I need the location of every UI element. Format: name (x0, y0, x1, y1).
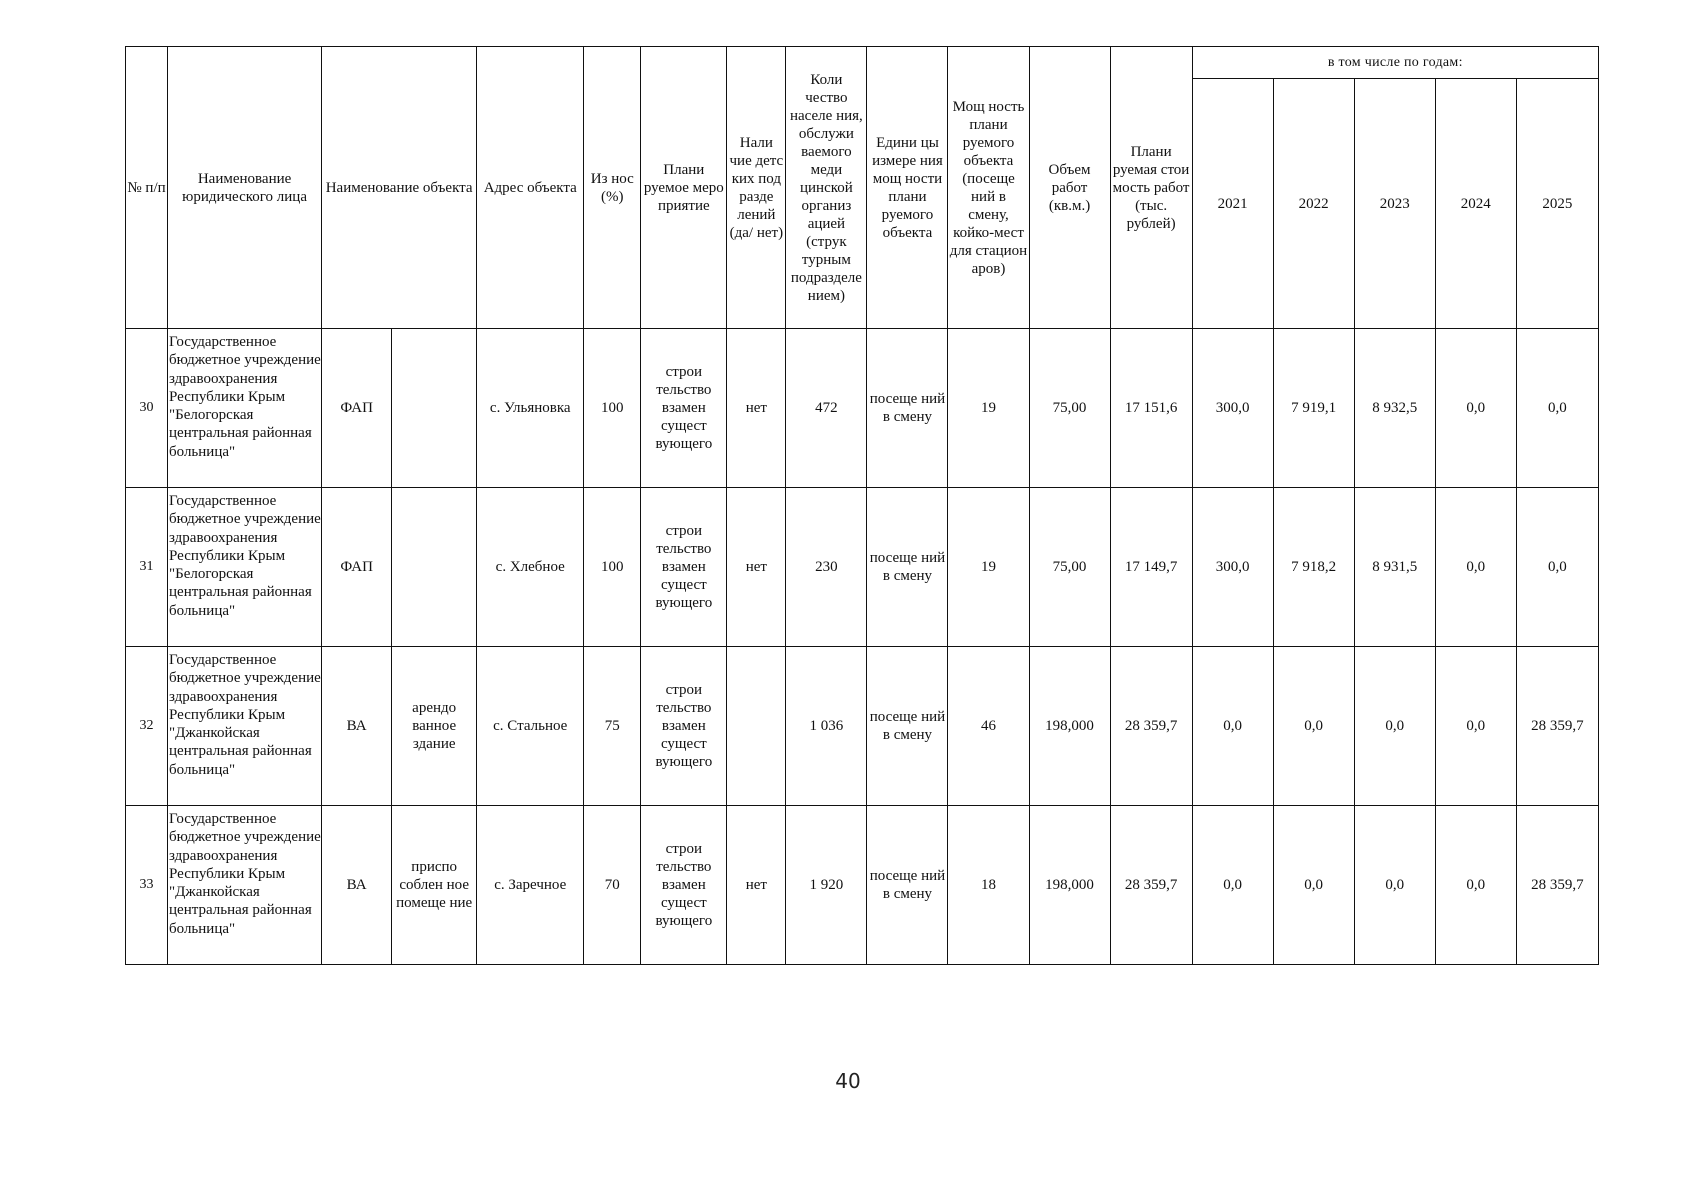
row-type: ФАП (322, 488, 392, 647)
row-2022: 0,0 (1273, 647, 1354, 806)
row-cost: 17 149,7 (1110, 488, 1192, 647)
row-measure: строи тельство взамен сущест вующего (641, 806, 727, 965)
row-wear: 75 (584, 647, 641, 806)
header-year-2024: 2024 (1435, 79, 1516, 329)
row-object: приспо соблен ное помеще ние (392, 806, 477, 965)
row-org: Государственное бюджетное учреждение здравоохранения Республики Крым "Джанкойская центральная районная больница" (168, 806, 322, 965)
row-capacity: 19 (948, 488, 1029, 647)
row-wear: 100 (584, 488, 641, 647)
row-cost: 28 359,7 (1110, 806, 1192, 965)
row-2021: 0,0 (1192, 647, 1273, 806)
row-2025: 0,0 (1516, 329, 1598, 488)
row-units: посеще ний в смену (867, 647, 948, 806)
row-num: 33 (126, 806, 168, 965)
objects-table (125, 46, 1599, 965)
row-org: Государственное бюджетное учреждение здравоохранения Республики Крым "Джанкойская центральная районная больница" (168, 647, 322, 806)
row-2021: 300,0 (1192, 488, 1273, 647)
row-address: с. Хлебное (477, 488, 584, 647)
row-wear: 100 (584, 329, 641, 488)
row-org: Государственное бюджетное учреждение здравоохранения Республики Крым "Белогорская центральная районная больница" (168, 488, 322, 647)
row-address: с. Заречное (477, 806, 584, 965)
row-object: арендо ванное здание (392, 647, 477, 806)
row-num: 31 (126, 488, 168, 647)
row-2022: 7 918,2 (1273, 488, 1354, 647)
row-2025: 28 359,7 (1516, 806, 1598, 965)
row-measure: строи тельство взамен сущест вующего (641, 329, 727, 488)
row-2023: 0,0 (1354, 806, 1435, 965)
table-row (126, 647, 1599, 806)
row-2022: 7 919,1 (1273, 329, 1354, 488)
row-population: 1 036 (786, 647, 867, 806)
header-wear: Из нос (%) (584, 47, 641, 329)
row-capacity: 18 (948, 806, 1029, 965)
row-wear: 70 (584, 806, 641, 965)
row-2025: 28 359,7 (1516, 647, 1598, 806)
row-population: 1 920 (786, 806, 867, 965)
header-year-2022: 2022 (1273, 79, 1354, 329)
row-volume: 198,000 (1029, 806, 1110, 965)
row-address: с. Ульяновка (477, 329, 584, 488)
header-year-2021: 2021 (1192, 79, 1273, 329)
row-volume: 198,000 (1029, 647, 1110, 806)
row-volume: 75,00 (1029, 488, 1110, 647)
row-2024: 0,0 (1435, 806, 1516, 965)
row-num: 32 (126, 647, 168, 806)
row-population: 230 (786, 488, 867, 647)
row-object (392, 329, 477, 488)
header-object-name: Наименование объекта (322, 47, 477, 329)
row-address: с. Стальное (477, 647, 584, 806)
row-type: ВА (322, 647, 392, 806)
header-year-2023: 2023 (1354, 79, 1435, 329)
row-volume: 75,00 (1029, 329, 1110, 488)
row-children: нет (727, 488, 786, 647)
row-2024: 0,0 (1435, 488, 1516, 647)
row-cost: 28 359,7 (1110, 647, 1192, 806)
row-capacity: 46 (948, 647, 1029, 806)
row-children: нет (727, 329, 786, 488)
row-units: посеще ний в смену (867, 329, 948, 488)
header-year-2025: 2025 (1516, 79, 1598, 329)
header-children: Нали чие детс ких под разде лений (да/ нет) (727, 47, 786, 329)
row-2022: 0,0 (1273, 806, 1354, 965)
row-type: ФАП (322, 329, 392, 488)
header-legal-entity: Наименование юридического лица (168, 47, 322, 329)
header-volume: Объем работ (кв.м.) (1029, 47, 1110, 329)
row-population: 472 (786, 329, 867, 488)
row-units: посеще ний в смену (867, 488, 948, 647)
table-row (126, 488, 1599, 647)
row-org: Государственное бюджетное учреждение здравоохранения Республики Крым "Белогорская центральная районная больница" (168, 329, 322, 488)
row-2023: 0,0 (1354, 647, 1435, 806)
row-children (727, 647, 786, 806)
table-row (126, 806, 1599, 965)
header-cost: Плани руемая стои мость работ (тыс. рублей) (1110, 47, 1192, 329)
page-number: 40 (835, 1069, 861, 1093)
row-2021: 300,0 (1192, 329, 1273, 488)
row-2023: 8 932,5 (1354, 329, 1435, 488)
row-type: ВА (322, 806, 392, 965)
header-units: Едини цы измере ния мощ ности плани руемого объекта (867, 47, 948, 329)
row-num: 30 (126, 329, 168, 488)
header-num: № п/п (126, 47, 168, 329)
header-population: Коли чество населе ния, обслужи ваемого меди цинской организ ацией (струк турным подразделе нием) (786, 47, 867, 329)
header-years-caption: в том числе по годам: (1192, 47, 1598, 79)
row-capacity: 19 (948, 329, 1029, 488)
header-capacity: Мощ ность плани руемого объекта (посеще ний в смену, койко-мест для стацион аров) (948, 47, 1029, 329)
header-measure: Плани руемое меро приятие (641, 47, 727, 329)
row-measure: строи тельство взамен сущест вующего (641, 647, 727, 806)
row-object (392, 488, 477, 647)
row-2023: 8 931,5 (1354, 488, 1435, 647)
row-measure: строи тельство взамен сущест вующего (641, 488, 727, 647)
header-address: Адрес объекта (477, 47, 584, 329)
table-row (126, 329, 1599, 488)
row-units: посеще ний в смену (867, 806, 948, 965)
row-children: нет (727, 806, 786, 965)
row-2021: 0,0 (1192, 806, 1273, 965)
row-2024: 0,0 (1435, 647, 1516, 806)
row-2025: 0,0 (1516, 488, 1598, 647)
row-2024: 0,0 (1435, 329, 1516, 488)
row-cost: 17 151,6 (1110, 329, 1192, 488)
